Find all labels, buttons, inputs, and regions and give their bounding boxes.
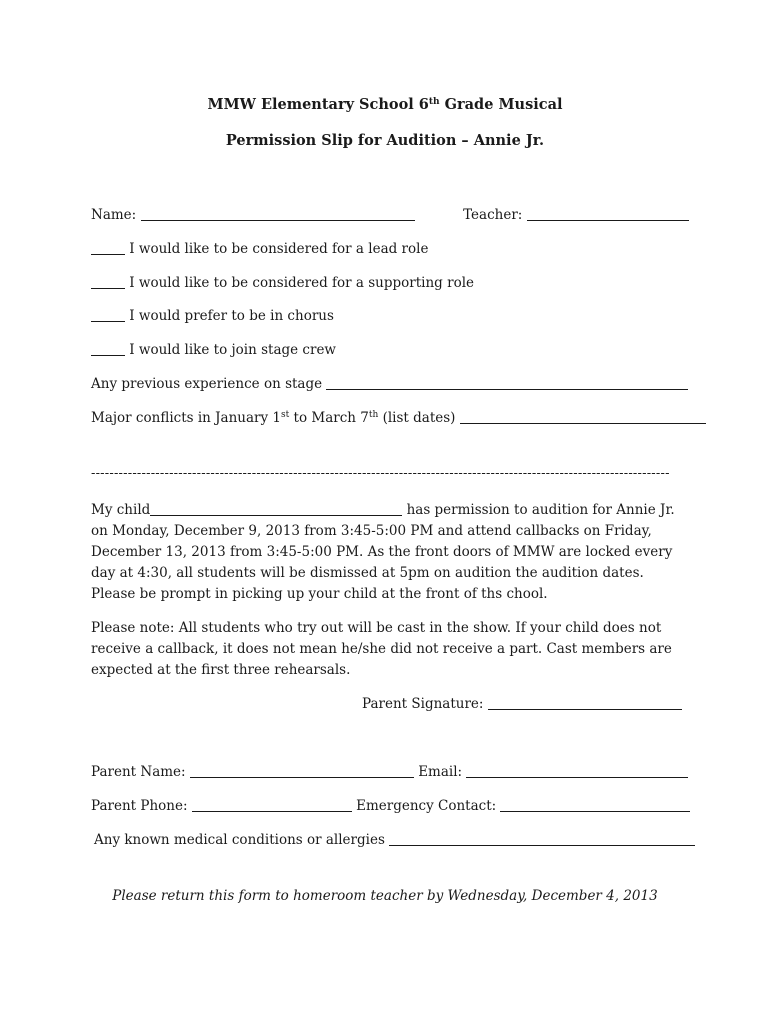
permission-paragraph [91, 500, 681, 605]
signature-label: Parent Signature: [362, 696, 484, 712]
conflicts-sup-second: th [368, 410, 379, 420]
email-label: Email: [418, 764, 463, 780]
parent-phone-label: Parent Phone: [91, 798, 188, 814]
option-lead-role [91, 239, 428, 259]
option-stage-crew [91, 340, 336, 360]
option-chorus [91, 306, 334, 326]
child-name-blank[interactable] [150, 501, 402, 516]
signature-blank[interactable] [488, 695, 682, 710]
conflicts-sup-first: st [281, 410, 290, 420]
medical-label: Any known medical conditions or allergies [94, 832, 385, 848]
name-teacher-row [91, 205, 689, 225]
title-superscript: th [428, 97, 440, 107]
name-label: Name: [91, 207, 137, 223]
option-label: I would like to be considered for a supporting role [129, 275, 475, 291]
experience-row [91, 374, 688, 394]
parent-name-label: Parent Name: [91, 764, 186, 780]
conflicts-label-start: Major conflicts in January 1 [91, 410, 282, 426]
teacher-label: Teacher: [463, 207, 523, 223]
teacher-blank[interactable] [527, 206, 689, 221]
option-check-blank[interactable] [91, 341, 125, 356]
option-supporting-role [91, 273, 474, 293]
conflicts-row [91, 408, 706, 428]
parent-name-blank[interactable] [190, 763, 414, 778]
parent-phone-blank[interactable] [192, 797, 352, 812]
document-title [0, 96, 770, 113]
document-subtitle: Permission Slip for Audition – Annie Jr. [225, 132, 545, 149]
signature-row [362, 694, 682, 714]
option-check-blank[interactable] [91, 274, 125, 289]
parent-phone-emergency-row [91, 796, 690, 816]
permission-my-child: My child [91, 502, 151, 518]
parent-name-email-row [91, 762, 688, 782]
emergency-contact-label: Emergency Contact: [356, 798, 497, 814]
option-check-blank[interactable] [91, 307, 125, 322]
return-instructions: Please return this form to homeroom teacher by Wednesday, December 4, 2013 [112, 888, 658, 904]
cut-line-separator: ------------------------------------------------------------------------------------------------------------------------------ [91, 466, 670, 481]
option-label: I would prefer to be in chorus [129, 308, 334, 324]
medical-row [94, 830, 695, 850]
conflicts-label-end: (list dates) [378, 410, 456, 426]
conflicts-blank[interactable] [460, 409, 706, 424]
option-label: I would like to be considered for a lead role [129, 241, 429, 257]
permission-line1-rest: has permission to audition for Annie Jr. on [91, 502, 675, 539]
conflicts-label-mid: to March 7 [289, 410, 369, 426]
experience-blank[interactable] [326, 375, 688, 390]
emergency-contact-blank[interactable] [500, 797, 690, 812]
option-check-blank[interactable] [91, 240, 125, 255]
title-text-end: Grade Musical [439, 96, 563, 113]
title-text-start: MMW Elementary School 6 [207, 96, 429, 113]
medical-blank[interactable] [389, 831, 695, 846]
permission-body: Monday, December 9, 2013 from 3:45-5:00 PM and attend callbacks on Friday, December 13, 2013 from 3:45-5:00 PM. As the front doors of MMW are locked every day at 4:30, all students will be dismissed at 5pm on audition the audition dates. Please be prompt in picking up your child at the front of ths chool. [91, 523, 673, 602]
name-blank[interactable] [141, 206, 415, 221]
email-blank[interactable] [466, 763, 688, 778]
option-label: I would like to join stage crew [129, 342, 336, 358]
experience-label: Any previous experience on stage [91, 376, 323, 392]
note-paragraph: Please note: All students who try out will be cast in the show. If your child does not receive a callback, it does not mean he/she did not receive a part. Cast members are expected at the first three rehearsals. [91, 620, 672, 678]
